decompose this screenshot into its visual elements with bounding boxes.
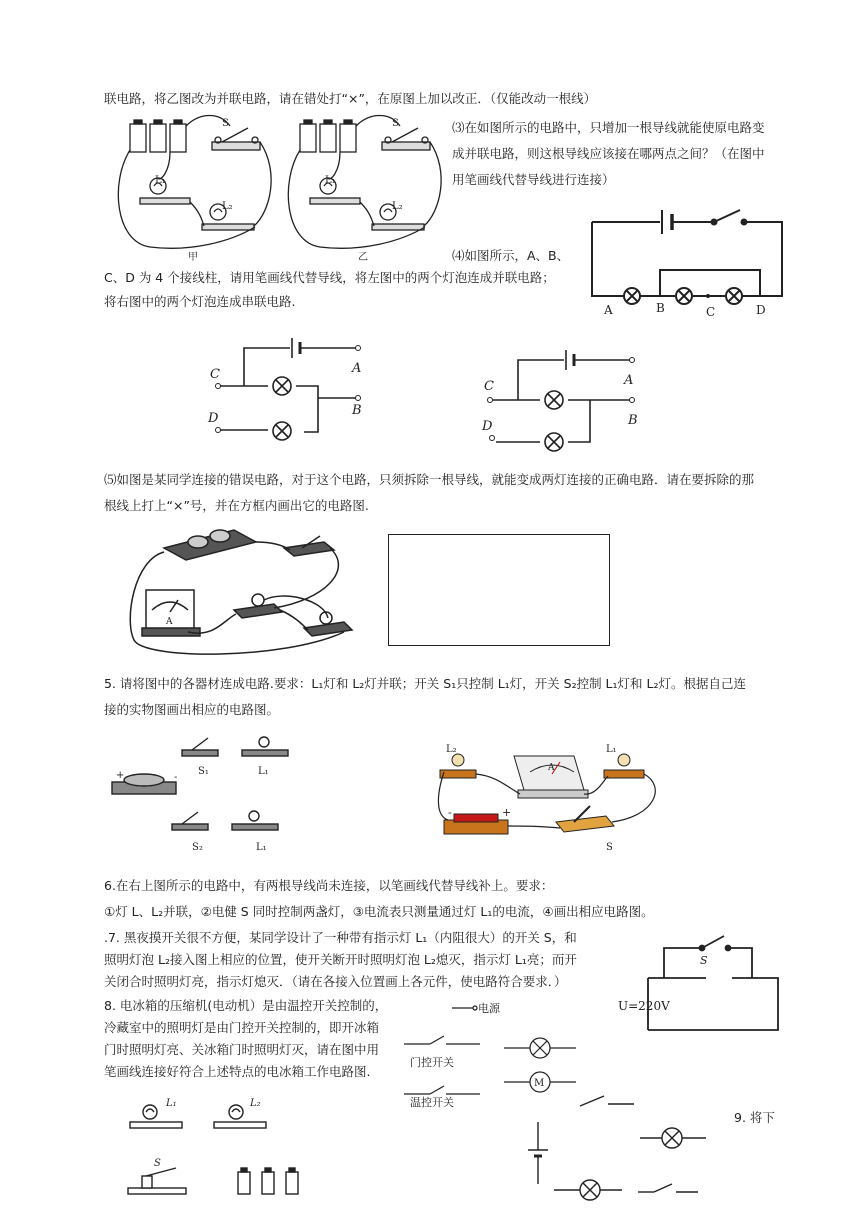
p6-text-1: 6.在右上图所示的电路中，有两根导线尚未连接，以笔画线代替导线补上。要求： xyxy=(104,878,554,893)
p6-ammeter-label: A xyxy=(548,763,555,773)
switch-icon xyxy=(382,128,430,150)
figure-jia xyxy=(118,116,271,249)
p8c-label-L2: L₂ xyxy=(250,1098,261,1109)
label-jia-L1: L₁ xyxy=(155,175,166,186)
p7-text-1: .7. 黑夜摸开关很不方便，某同学设计了一种带有指示灯 L₁（内阻很大）的开关 S，和 xyxy=(104,930,577,945)
p8-text-2: 冷藏室中的照明灯是由门控开关控制的，即开冰箱 xyxy=(104,1020,380,1035)
p8-label-power: 电源 xyxy=(478,1002,500,1015)
label-jia-L2: L₂ xyxy=(222,201,233,212)
p8c-label-L1: L₁ xyxy=(166,1098,177,1109)
bulb-icon xyxy=(232,811,278,830)
label-yi-L1: L₁ xyxy=(325,175,336,186)
q3-label-C: C xyxy=(706,305,716,319)
label-yi-S: S xyxy=(392,118,399,129)
p6-label-L2: L₂ xyxy=(446,744,457,755)
switch-symbol-icon xyxy=(638,1184,698,1192)
label-yi-L2: L₂ xyxy=(392,201,403,212)
label-jia: 甲 xyxy=(188,252,198,262)
figure-q4-right xyxy=(478,342,658,454)
figure-q4-left xyxy=(200,330,380,442)
q3-text-1: ⑶在如图所示的电路中，只增加一根导线就能使原电路变 xyxy=(452,120,765,135)
cell-symbol-icon xyxy=(528,1122,548,1184)
p7-label-S: S xyxy=(700,954,708,967)
lamp-symbol-icon xyxy=(676,288,692,304)
answer-box[interactable] xyxy=(388,534,610,646)
lamp-symbol-icon xyxy=(273,377,291,395)
q4l-label-C: C xyxy=(210,367,220,382)
p7-text-2: 照明灯泡 L₂接入图上相应的位置，使开关断开时照明灯泡 L₂熄灭，指示灯 L₁亮；而开 xyxy=(104,952,577,967)
p8-label-temp: 温控开关 xyxy=(410,1096,454,1109)
p8-text-4: 笔画线连接好符合上述特点的电冰箱工作电路图. xyxy=(104,1064,371,1079)
label-yi: 乙 xyxy=(358,252,368,262)
p9-text: 9. 将下 xyxy=(734,1110,775,1125)
lamp-symbol-icon xyxy=(624,288,640,304)
p5-label-S1: S₁ xyxy=(198,766,209,777)
bulb-icon xyxy=(604,754,644,778)
p5-minus: - xyxy=(174,772,178,783)
switch-icon xyxy=(212,128,260,150)
lamp-symbol-icon xyxy=(545,391,563,409)
q3-label-B: B xyxy=(656,301,665,315)
p5-plus: + xyxy=(116,770,125,781)
figure-p8-components xyxy=(120,1092,340,1204)
p5-text-1: 5. 请将图中的各器材连成电路.要求：L₁灯和 L₂灯并联；开关 S₁只控制 L₁灯，开关 S₂控制 L₁灯和 L₂灯。根据自己连 xyxy=(104,676,746,691)
q4-text-3: 将右图中的两个灯泡连成串联电路. xyxy=(104,294,296,309)
q4l-label-D: D xyxy=(208,411,219,426)
p5-label-S2: S₂ xyxy=(192,842,203,853)
figure-q5-physical xyxy=(124,520,362,660)
q4r-label-D: D xyxy=(482,419,493,434)
q4r-label-A: A xyxy=(624,373,634,388)
p8c-label-S: S xyxy=(154,1158,161,1169)
figure-p9-symbols xyxy=(514,1088,714,1204)
q3-label-D: D xyxy=(756,303,766,317)
label-jia-S: S xyxy=(222,118,229,129)
switch-icon xyxy=(284,536,334,556)
q4l-label-B: B xyxy=(352,403,362,418)
battery-icon xyxy=(300,120,356,152)
p7-text-3: 关闭合时照明灯亮，指示灯熄灭．（请在各接入位置画上各元件，使电路符合要求．） xyxy=(104,974,567,989)
figure-yi xyxy=(288,116,441,249)
p6-label-S: S xyxy=(606,842,613,853)
switch-icon xyxy=(128,1168,186,1194)
p8-text-3: 门时照明灯亮、关冰箱门时照明灯灭，请在图中用 xyxy=(104,1042,380,1057)
p8-label-door: 门控开关 xyxy=(410,1056,454,1069)
q4r-label-C: C xyxy=(484,379,494,394)
p6-plus: + xyxy=(502,806,512,819)
q3-text-2: 成并联电路，则这根导线应该接在哪两点之间？（在图中 xyxy=(452,146,765,161)
lamp-symbol-icon xyxy=(726,288,742,304)
battery-icon xyxy=(130,120,186,152)
q3-text-3: 用笔画线代替导线进行连接） xyxy=(452,172,615,187)
p7-label-U: U=220V xyxy=(618,999,670,1013)
q4-text-2: C、D 为 4 个接线柱，请用笔画线代替导线，将左图中的两个灯泡连成并联电路； xyxy=(104,270,555,285)
line-q2-end: 联电路，将乙图改为并联电路，请在错处打“×”，在原图上加以改正．（仅能改动一根线） xyxy=(104,91,597,106)
figure-q3-schematic xyxy=(584,198,794,320)
figure-p5-components xyxy=(108,728,308,856)
p6-label-L1: L₁ xyxy=(606,744,617,755)
q4l-label-A: A xyxy=(352,361,362,376)
bulb-icon xyxy=(234,594,282,618)
q5-ammeter-label: A xyxy=(166,617,173,627)
lamp-symbol-icon xyxy=(580,1180,600,1200)
bulb-icon xyxy=(440,754,476,778)
q5-text-2: 根线上打上“×”号，并在方框内画出它的电路图. xyxy=(104,498,369,513)
figure-p6-physical xyxy=(436,736,666,856)
figure-p7-schematic xyxy=(614,928,784,1038)
battery-icon xyxy=(444,814,508,834)
q4r-label-B: B xyxy=(628,413,638,428)
lamp-symbol-icon xyxy=(662,1128,682,1148)
p8-text-1: 8. 电冰箱的压缩机(电动机）是由温控开关控制的， xyxy=(104,998,388,1013)
q3-label-A: A xyxy=(604,303,613,317)
ammeter-icon xyxy=(142,590,200,636)
p6-minus: - xyxy=(448,806,452,819)
figure-jia-yi xyxy=(110,112,450,262)
p8-label-M: M xyxy=(534,1078,545,1089)
lamp-symbol-icon xyxy=(530,1038,550,1058)
q4-text-1: ⑷如图所示，A、B、 xyxy=(452,248,570,263)
p5-text-2: 接的实物图画出相应的电路图。 xyxy=(104,702,280,717)
switch-symbol-icon xyxy=(580,1096,634,1106)
battery-icon xyxy=(164,530,256,560)
bulb-icon xyxy=(242,737,288,756)
lamp-symbol-icon xyxy=(545,433,563,451)
switch-icon xyxy=(556,806,614,832)
q5-text-1: ⑸如图是某同学连接的错误电路，对于这个电路，只须拆除一根导线，就能变成两灯连接的正确电路．请在要拆除的那 xyxy=(104,472,755,487)
p6-text-2: ①灯 L、L₂并联，②电健 S 同时控制两盏灯，③电流表只测量通过灯 L₁的电流，④画出相应电路图。 xyxy=(104,904,654,919)
battery-icon xyxy=(238,1168,298,1194)
p5-label-L1-bottom: L₁ xyxy=(256,842,267,853)
switch-icon xyxy=(172,812,208,830)
switch-symbol-icon xyxy=(700,936,731,951)
p5-label-L1-top: L₁ xyxy=(258,766,269,777)
lamp-symbol-icon xyxy=(273,422,291,440)
switch-icon xyxy=(182,738,218,756)
switch-symbol-icon xyxy=(712,210,747,225)
